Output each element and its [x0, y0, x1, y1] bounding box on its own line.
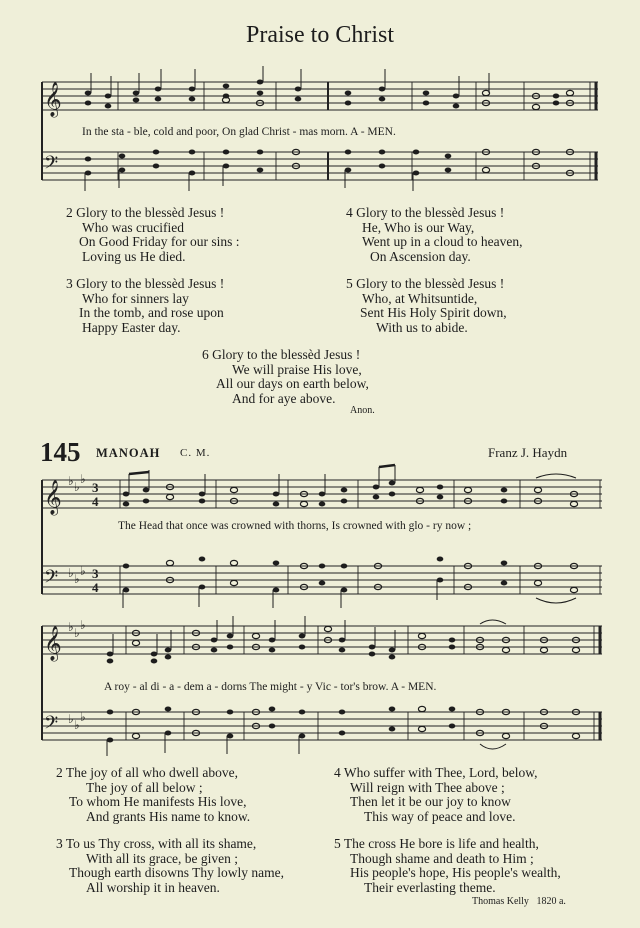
- svg-text:♭: ♭: [68, 566, 74, 580]
- svg-text:𝄞: 𝄞: [44, 626, 62, 661]
- verse-4: 4 Who suffer with Thee, Lord, below, Will reign with Thee above ; Then let it be our joy to know This way of peace and love.: [334, 765, 538, 824]
- svg-text:♭: ♭: [68, 712, 74, 726]
- svg-text:♭: ♭: [74, 480, 80, 494]
- svg-text:♭: ♭: [80, 472, 86, 486]
- svg-text:♭: ♭: [80, 618, 86, 632]
- music-system-2: [36, 462, 606, 610]
- verse-6: 6 Glory to the blessèd Jesus ! We will praise His love, All our days on earth below, And for aye above.: [202, 347, 369, 406]
- lyric-line-1: The Head that once was crowned with thorns, Is crowned with glo - ry now ;: [118, 520, 472, 532]
- svg-text:♭: ♭: [80, 710, 86, 724]
- verse-3: 3 To us Thy cross, with all its shame, With all its grace, be given ; Though earth disowns Thy lowly name, All worship it in heaven.: [56, 836, 284, 895]
- meter: C. M.: [180, 447, 211, 459]
- verse-2: 2 The joy of all who dwell above, The joy of all below ; To whom He manifests His love, And grants His name to know.: [56, 765, 251, 824]
- tune-name: MANOAH: [96, 446, 161, 460]
- lyric-line: In the sta - ble, cold and poor, On glad Christ - mas morn. A - MEN.: [82, 126, 396, 138]
- lyric-line-2: A roy - al di - a - dem a - dorns The might - y Vic - tor's brow. A - MEN.: [104, 681, 437, 693]
- verse-3: 3 Glory to the blessèd Jesus ! Who for sinners lay In the tomb, and rose upon Happy Easter day.: [66, 276, 225, 335]
- svg-text:𝄢: 𝄢: [44, 567, 59, 592]
- svg-text:♭: ♭: [68, 620, 74, 634]
- svg-text:𝄢: 𝄢: [44, 153, 59, 178]
- hymn-title: Praise to Christ: [246, 22, 394, 48]
- svg-text:♭: ♭: [68, 474, 74, 488]
- svg-text:♭: ♭: [74, 626, 80, 640]
- verse-4: 4 Glory to the blessèd Jesus ! He, Who is our Way, Went up in a cloud to heaven, On Ascension day.: [346, 205, 523, 264]
- svg-text:♭: ♭: [80, 564, 86, 578]
- composer: Franz J. Haydn: [488, 445, 568, 460]
- svg-text:3: 3: [92, 480, 99, 495]
- svg-text:4: 4: [92, 580, 99, 595]
- verse-5: 5 The cross He bore is life and health, Though shame and death to Him ; His people's hope, His people's wealth, Their everlasting theme.: [334, 836, 561, 895]
- svg-text:♭: ♭: [74, 572, 80, 586]
- author: Anon.: [350, 405, 375, 416]
- hymn-number: 145: [40, 437, 81, 467]
- verse-5: 5 Glory to the blessèd Jesus ! Who, at Whitsuntide, Sent His Holy Spirit down, With us to abide.: [346, 276, 507, 335]
- svg-text:𝄞: 𝄞: [44, 480, 62, 515]
- verse-2: 2 Glory to the blessèd Jesus ! Who was crucified On Good Friday for our sins : Loving us He died.: [66, 205, 240, 264]
- svg-text:4: 4: [92, 494, 99, 509]
- svg-text:♭: ♭: [74, 718, 80, 732]
- svg-text:𝄞: 𝄞: [44, 82, 62, 117]
- svg-text:3: 3: [92, 566, 99, 581]
- author: Thomas Kelly 1820 a.: [472, 896, 566, 907]
- svg-text:𝄢: 𝄢: [44, 713, 59, 738]
